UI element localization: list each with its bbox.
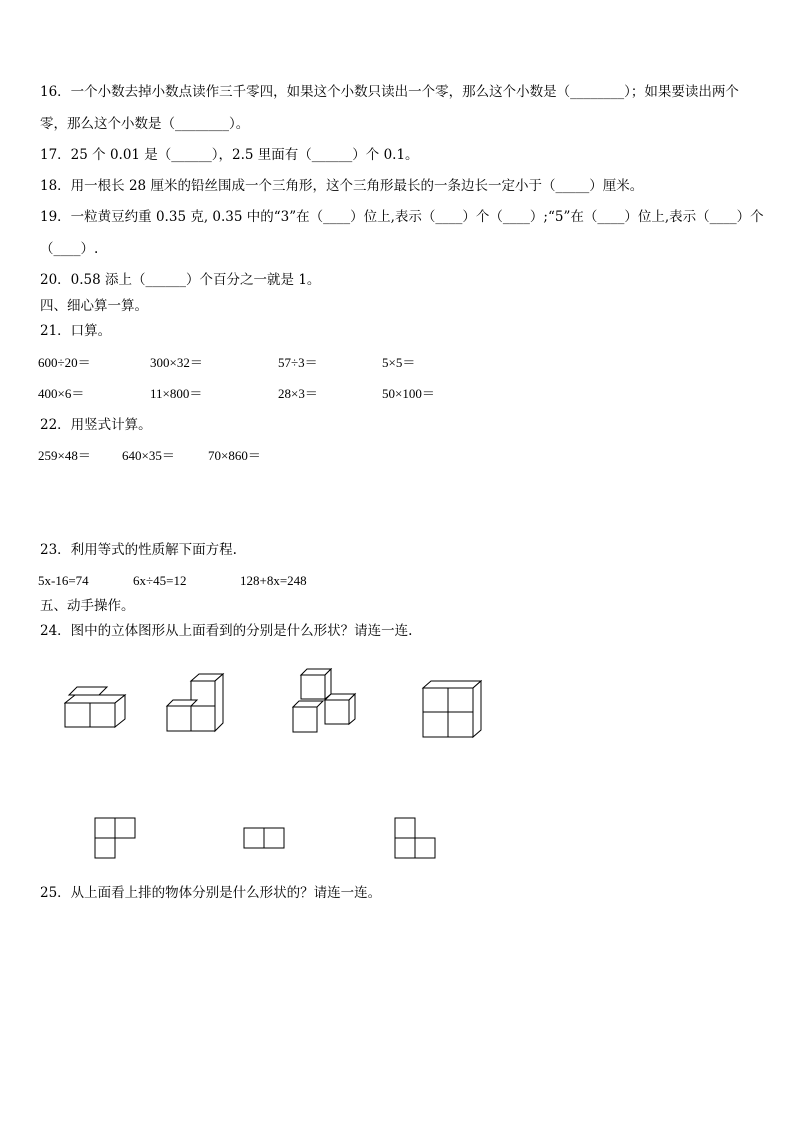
q21-item-6: 11×800＝ <box>150 386 203 401</box>
q21-item-1: 600÷20＝ <box>38 355 91 370</box>
q21-item-3: 57÷3＝ <box>278 355 318 370</box>
section-5-heading: 五、动手操作。 <box>40 598 135 614</box>
question-23: 23．利用等式的性质解下面方程. <box>40 542 237 558</box>
q21-item-5: 400×6＝ <box>38 386 85 401</box>
question-24: 24．图中的立体图形从上面看到的分别是什么形状？请连一连. <box>40 623 413 639</box>
solid-figure-2 <box>164 673 226 735</box>
q22-item-1: 259×48＝ <box>38 448 91 463</box>
q21-item-2: 300×32＝ <box>150 355 203 370</box>
question-16-line-2: 零，那么这个小数是（________）。 <box>40 116 250 132</box>
solid-figure-1 <box>64 686 130 732</box>
top-view-1 <box>94 817 136 859</box>
q21-item-4: 5×5＝ <box>382 355 416 370</box>
solid-figure-4 <box>420 678 482 740</box>
question-20: 20．0.58 添上（______）个百分之一就是 1。 <box>40 272 321 288</box>
question-16-line-1: 16．一个小数去掉小数点读作三千零四，如果这个小数只读出一个零，那么这个小数是（________）；如果要读出两个 <box>40 84 739 100</box>
question-19-line-2: （____）. <box>40 241 99 257</box>
question-21: 21．口算。 <box>40 323 112 339</box>
question-17: 17．25 个 0.01 是（______），2.5 里面有（______）个 0.1。 <box>40 147 419 163</box>
solid-figure-3 <box>292 668 358 736</box>
question-25: 25．从上面看上排的物体分别是什么形状的？请连一连。 <box>40 885 382 901</box>
q21-item-8: 50×100＝ <box>382 386 435 401</box>
top-view-2 <box>243 827 285 849</box>
q22-item-2: 640×35＝ <box>122 448 175 463</box>
section-4-heading: 四、细心算一算。 <box>40 298 148 314</box>
q23-item-1: 5x-16=74 <box>38 573 89 588</box>
question-19-line-1: 19．一粒黄豆约重 0.35 克, 0.35 中的“3”在（____）位上,表示（____）个（____）;“5”在（____）位上,表示（____）个 <box>40 209 764 225</box>
question-22: 22．用竖式计算。 <box>40 417 152 433</box>
q23-item-3: 128+8x=248 <box>240 573 307 588</box>
q23-item-2: 6x÷45=12 <box>133 573 187 588</box>
top-view-3 <box>394 817 436 859</box>
q21-item-7: 28×3＝ <box>278 386 318 401</box>
q22-item-3: 70×860＝ <box>208 448 261 463</box>
question-18: 18．用一根长 28 厘米的铅丝围成一个三角形，这个三角形最长的一条边长一定小于（_____）厘米。 <box>40 178 644 194</box>
